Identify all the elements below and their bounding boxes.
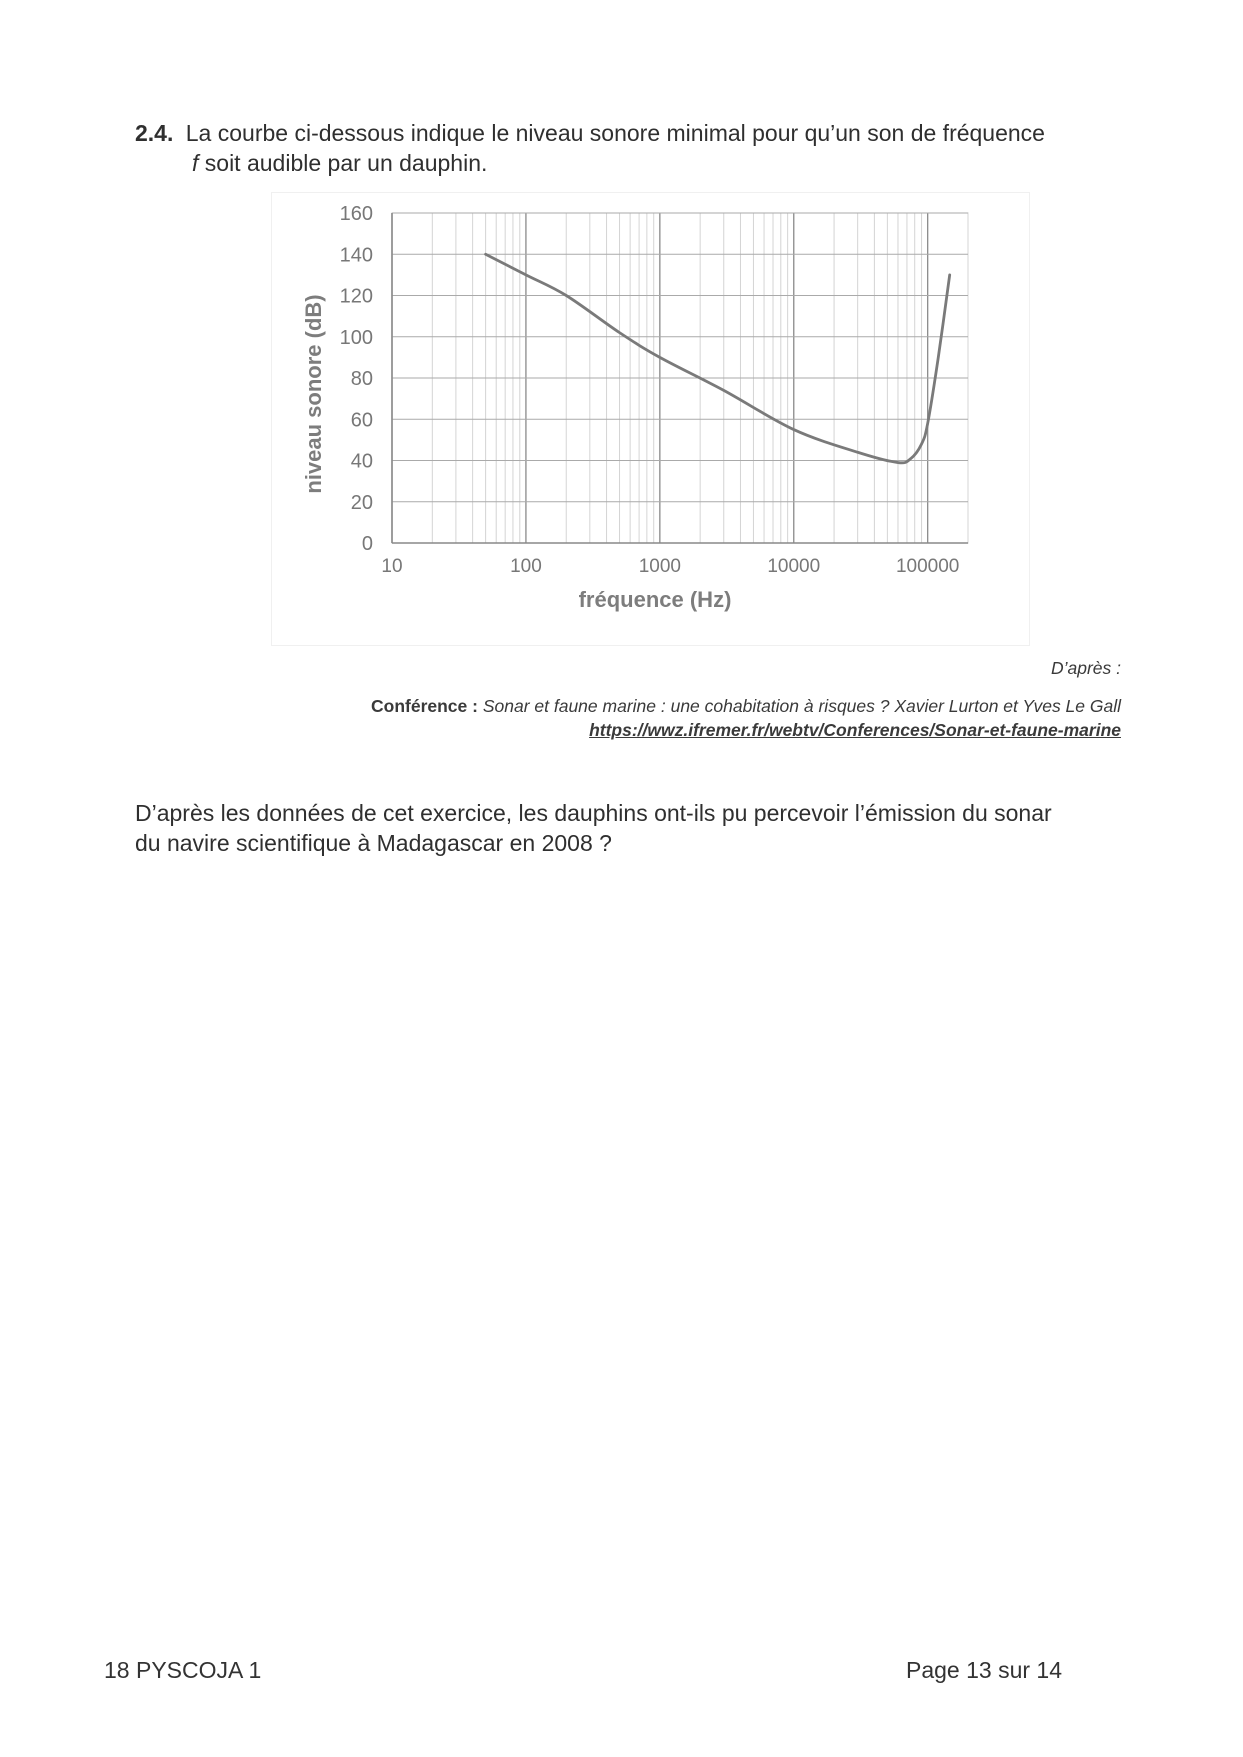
question-text-line1: La courbe ci-dessous indique le niveau sonore minimal pour qu’un son de fréquence bbox=[185, 120, 1045, 146]
conference-text: Sonar et faune marine : une cohabitation à risques ? Xavier Lurton et Yves Le Gall bbox=[477, 696, 1121, 716]
y-tick-label: 20 bbox=[350, 491, 373, 514]
question-number: 2.4. bbox=[135, 120, 174, 146]
y-tick-label: 60 bbox=[350, 409, 373, 432]
y-axis-label: niveau sonore (dB) bbox=[301, 294, 326, 494]
source-url-link[interactable]: https://wwz.ifremer.fr/webtv/Conferences/Sonar-et-faune-marine bbox=[589, 720, 1121, 740]
question-heading bbox=[135, 118, 1045, 148]
y-tick-label: 80 bbox=[350, 368, 373, 390]
y-tick-label: 140 bbox=[339, 244, 373, 267]
question-text-line2-wrap bbox=[192, 148, 487, 178]
prompt-line2: du navire scientifique à Madagascar en 2008 ? bbox=[135, 830, 612, 856]
source-dapres: D’après : bbox=[1050, 658, 1121, 678]
chart-frame bbox=[271, 192, 1030, 646]
x-tick-label: 10000 bbox=[767, 556, 821, 577]
hearing-threshold-chart bbox=[272, 193, 1029, 645]
conference-label: Conférence : bbox=[371, 696, 478, 716]
x-axis-label: fréquence (Hz) bbox=[578, 587, 732, 612]
variable-f: f bbox=[192, 150, 199, 176]
y-tick-label: 0 bbox=[361, 533, 373, 555]
source-conference bbox=[371, 696, 1121, 717]
y-tick-label: 40 bbox=[350, 450, 373, 473]
footer-page-number: Page 13 sur 14 bbox=[905, 1657, 1062, 1683]
y-tick-label: 100 bbox=[339, 326, 373, 349]
footer-exam-code: 18 PYSCOJA 1 bbox=[104, 1657, 262, 1683]
question-text-line2: soit audible par un dauphin. bbox=[198, 150, 488, 176]
prompt-line1: D’après les données de cet exercice, les dauphins ont-ils pu percevoir l’émission du sonar bbox=[135, 800, 1052, 826]
y-tick-label: 120 bbox=[339, 285, 373, 308]
y-tick-label: 160 bbox=[339, 203, 373, 225]
x-tick-label: 100000 bbox=[895, 556, 960, 577]
x-tick-label: 100 bbox=[510, 556, 542, 577]
x-tick-label: 1000 bbox=[638, 556, 681, 577]
x-tick-label: 10 bbox=[381, 556, 403, 577]
